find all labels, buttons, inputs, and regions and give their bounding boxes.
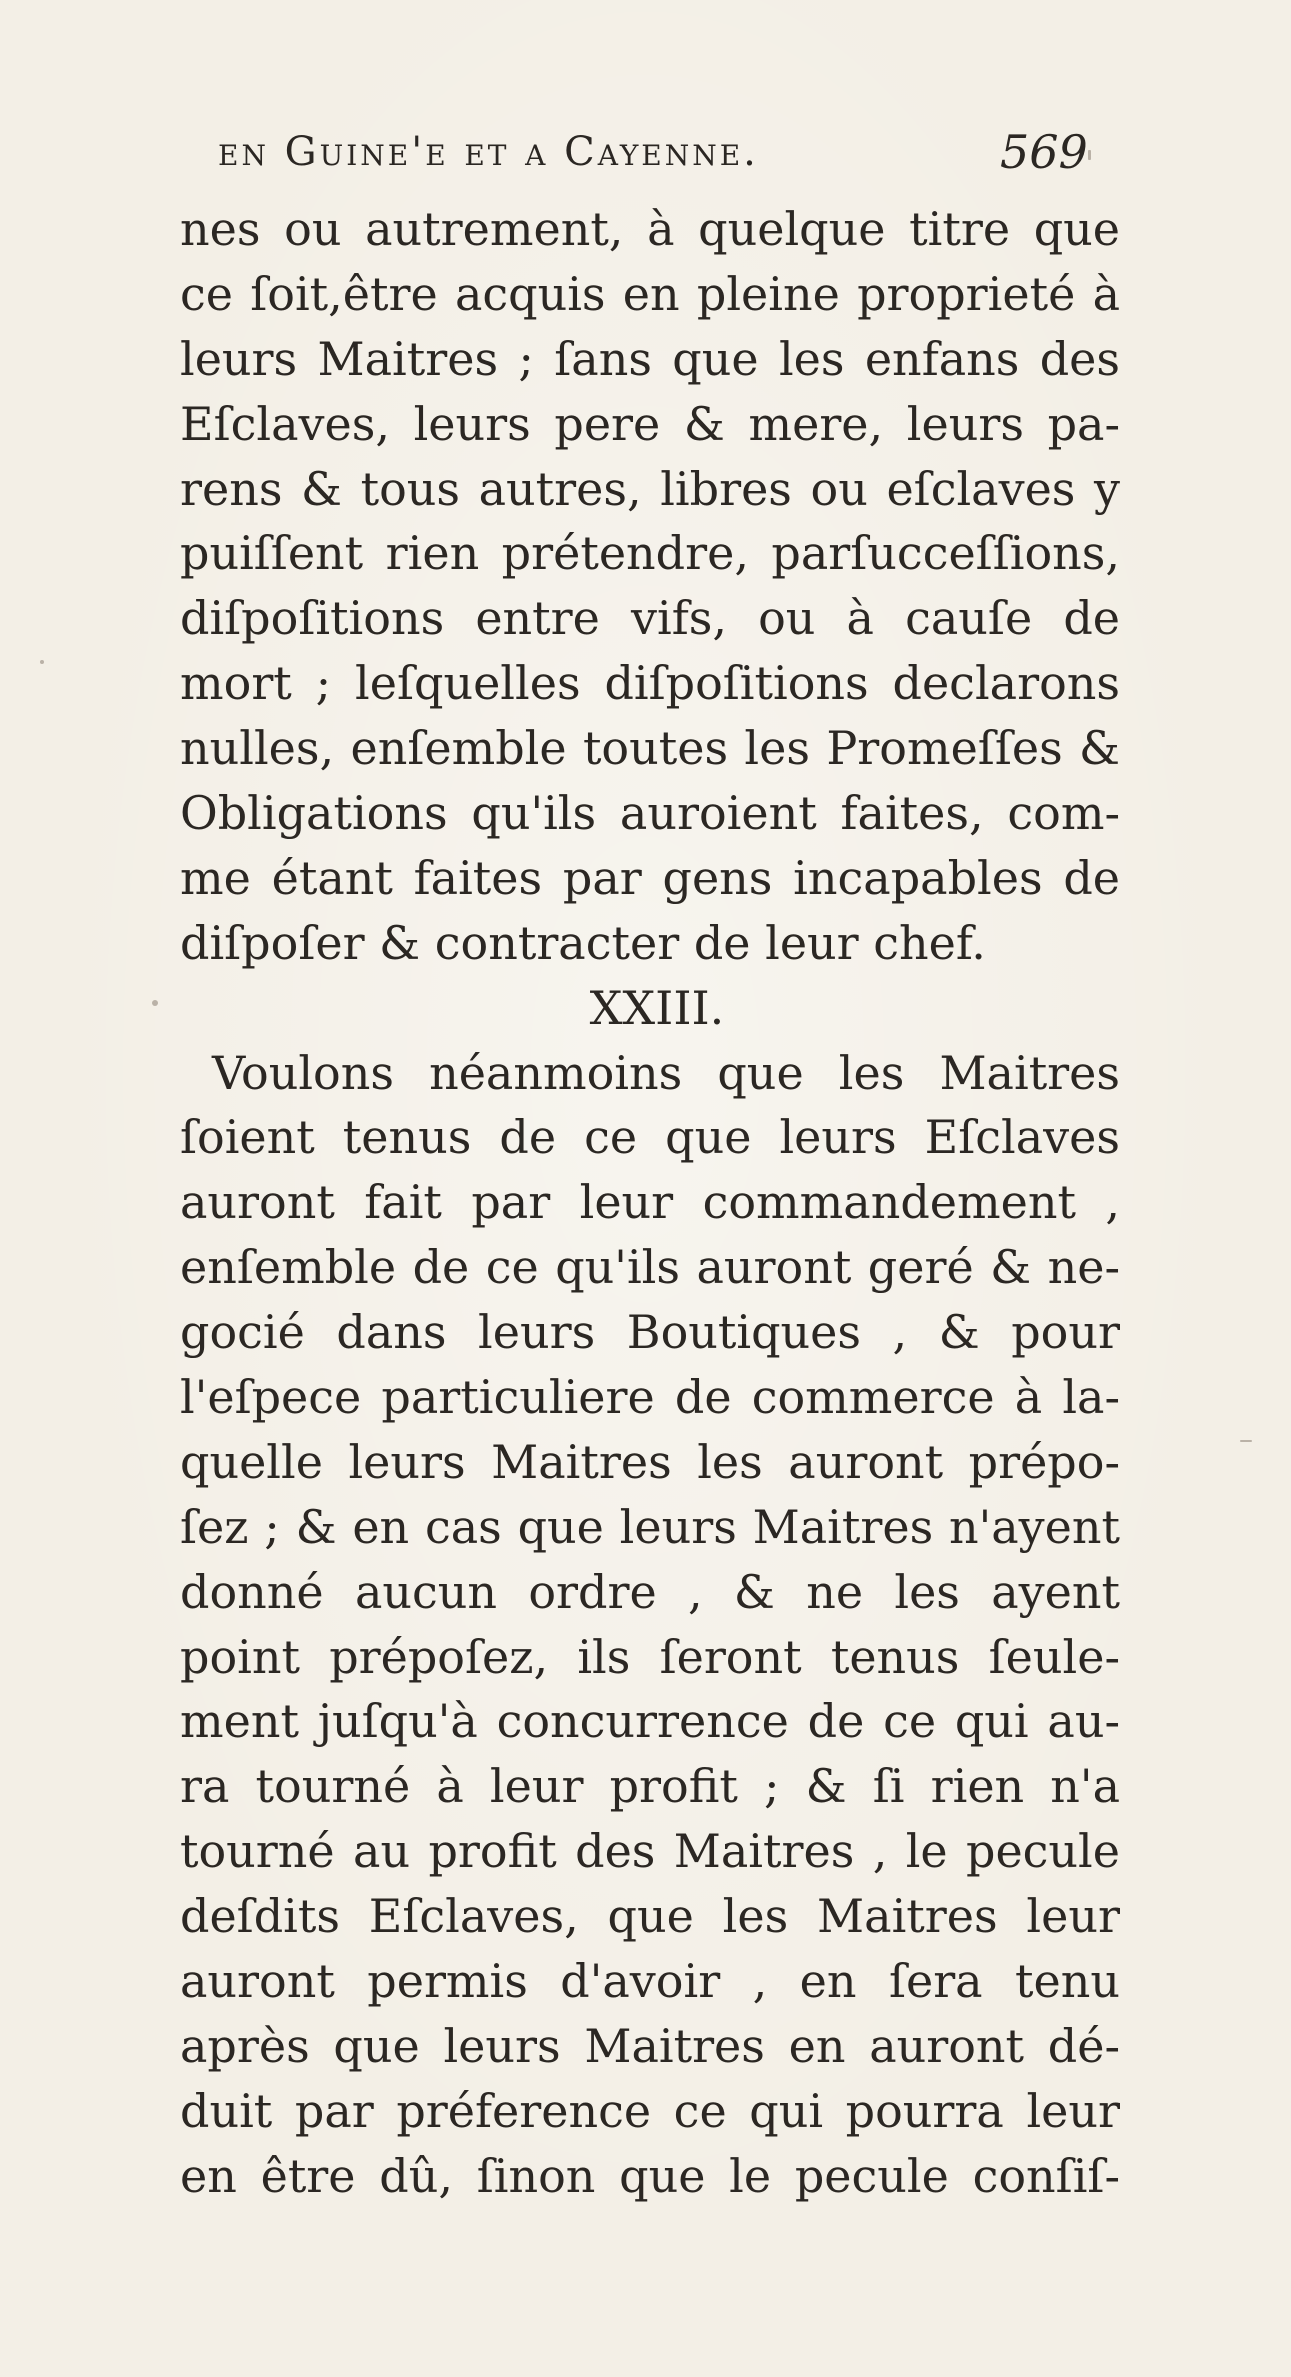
text-line: tourné au profit des Maitres , le pecule	[180, 1824, 1120, 1879]
text-line: auront permis d'avoir , en ſera tenu	[180, 1954, 1120, 2009]
paper-speck	[40, 660, 44, 664]
text-line: enſemble de ce qu'ils auront geré & ne-	[180, 1240, 1120, 1295]
text-line: donné aucun ordre , & ne les ayent	[180, 1564, 1120, 1619]
body-text	[180, 197, 1120, 2209]
text-line: puiſſent rien prétendre, parſucceſſions,	[180, 526, 1120, 581]
text-line: ſez ; & en cas que leurs Maitres n'ayent	[180, 1499, 1120, 1554]
text-line: duit par préference ce qui pourra leur	[180, 2083, 1120, 2138]
text-line: leurs Maitres ; ſans que les enfans des	[180, 331, 1120, 386]
text-line: en être dû, ſinon que le pecule conſiſ-	[180, 2148, 1120, 2203]
text-line: auront fait par leur commandement ,	[180, 1175, 1120, 1230]
text-line: Voulons néanmoins que les Maitres	[212, 1045, 1120, 1100]
text-line: point prépoſez, ils ſeront tenus ſeule-	[180, 1629, 1120, 1684]
article-heading: XXIII.	[589, 980, 725, 1035]
paper-speck	[1088, 150, 1091, 160]
text-line: mort ; leſquelles diſpoſitions declarons	[180, 656, 1120, 711]
text-line: diſpoſer & contracter de leur chef.	[180, 915, 986, 970]
text-line: l'eſpece particuliere de commerce à la-	[180, 1370, 1120, 1425]
running-title: en Guine'e et a Cayenne.	[218, 129, 759, 175]
text-line: nulles, enſemble toutes les Promeſſes &	[180, 721, 1120, 776]
text-line: après que leurs Maitres en auront dé-	[180, 2018, 1120, 2073]
text-line: diſpoſitions entre vifs, ou à cauſe de	[180, 591, 1120, 646]
running-head	[0, 122, 1291, 182]
text-line: rens & tous autres, libres ou eſclaves y	[180, 461, 1120, 516]
text-line: quelle leurs Maitres les auront prépo-	[180, 1434, 1120, 1489]
text-line: ra tourné à leur profit ; & ſi rien n'a	[180, 1759, 1120, 1814]
text-line: ſoient tenus de ce que leurs Eſclaves	[180, 1110, 1120, 1165]
text-line: Eſclaves, leurs pere & mere, leurs pa-	[180, 396, 1120, 451]
page-number: 569	[1000, 125, 1088, 179]
paper-speck	[1240, 1440, 1252, 1442]
text-line: me étant faites par gens incapables de	[180, 850, 1120, 905]
text-line: Obligations qu'ils auroient faites, com-	[180, 786, 1120, 841]
paper-speck	[152, 1000, 158, 1006]
text-line: ce ſoit,être acquis en pleine proprieté à	[180, 266, 1120, 321]
text-line: deſdits Eſclaves, que les Maitres leur	[180, 1889, 1120, 1944]
text-line: nes ou autrement, à quelque titre que	[180, 202, 1120, 256]
text-line: gocié dans leurs Boutiques , & pour	[180, 1305, 1120, 1360]
text-line: ment juſqu'à concurrence de ce qui au-	[180, 1694, 1120, 1749]
